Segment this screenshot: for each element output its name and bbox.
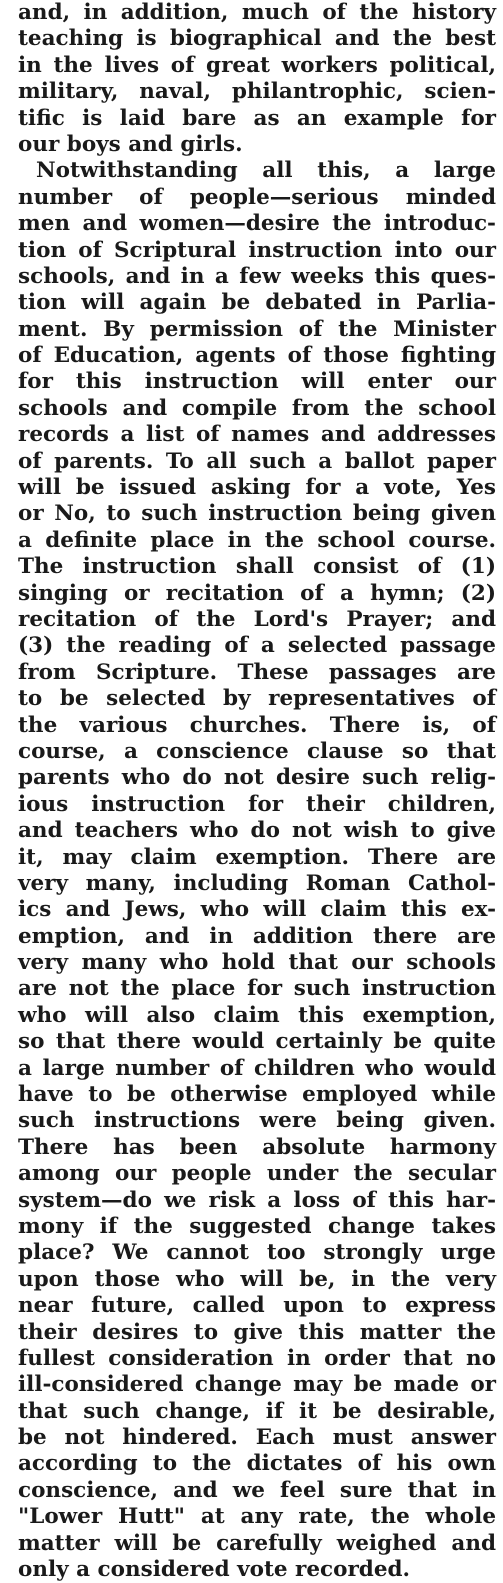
text-line: so that there would certainly be quite xyxy=(18,1029,496,1055)
text-line: The instruction shall consist of (1) xyxy=(18,554,496,580)
text-line: schools, and in a few weeks this ques- xyxy=(18,263,496,289)
text-line: singing or recitation of a hymn; (2) xyxy=(18,580,496,606)
text-line: have to be otherwise employed while xyxy=(18,1082,496,1108)
text-line: records a list of names and addresses xyxy=(18,422,496,448)
text-line: be not hindered. Each must answer xyxy=(18,1425,496,1451)
text-line: ics and Jews, who will claim this ex- xyxy=(18,897,496,923)
text-line: tion will again be debated in Parlia- xyxy=(18,290,496,316)
text-line: number of people—serious minded xyxy=(18,184,496,210)
paragraph-2 xyxy=(18,158,496,1583)
text-line: and, in addition, much of the history xyxy=(18,0,496,25)
text-line: fullest consideration in order that no xyxy=(18,1345,496,1371)
text-line: conscience, and we feel sure that in xyxy=(18,1477,496,1503)
text-line: such instructions were being given. xyxy=(18,1108,496,1134)
paragraph-1 xyxy=(18,0,496,158)
text-line: and teachers who do not wish to give xyxy=(18,818,496,844)
text-line: very many, including Roman Cathol- xyxy=(18,870,496,896)
text-line: or No, to such instruction being given xyxy=(18,501,496,527)
text-line: upon those who will be, in the very xyxy=(18,1266,496,1292)
text-line: that such change, if it be desirable, xyxy=(18,1398,496,1424)
text-line: place? We cannot too strongly urge xyxy=(18,1240,496,1266)
text-line: recitation of the Lord's Prayer; and xyxy=(18,606,496,632)
text-line: a definite place in the school course. xyxy=(18,527,496,553)
text-line: according to the dictates of his own xyxy=(18,1451,496,1477)
text-line: of Education, agents of those fighting xyxy=(18,343,496,369)
text-line: among our people under the secular xyxy=(18,1161,496,1187)
text-line: matter will be carefully weighed and xyxy=(18,1530,496,1556)
text-line: of parents. To all such a ballot paper xyxy=(18,448,496,474)
text-line: a large number of children who would xyxy=(18,1055,496,1081)
text-line: There has been absolute harmony xyxy=(18,1134,496,1160)
text-line: Notwithstanding all this, a large xyxy=(36,158,496,184)
text-line: ill-considered change may be made or xyxy=(18,1372,496,1398)
text-line: to be selected by representatives of xyxy=(18,686,496,712)
text-line: system—do we risk a loss of this har- xyxy=(18,1187,496,1213)
text-line: the various churches. There is, of xyxy=(18,712,496,738)
text-line: will be issued asking for a vote, Yes xyxy=(18,475,496,501)
text-line: mony if the suggested change takes xyxy=(18,1213,496,1239)
text-line: tion of Scriptural instruction into our xyxy=(18,237,496,263)
text-line: (3) the reading of a selected passage xyxy=(18,633,496,659)
text-line: "Lower Hutt" at any rate, the whole xyxy=(18,1504,496,1530)
text-line: very many who hold that our schools xyxy=(18,950,496,976)
text-line: our boys and girls. xyxy=(18,131,243,157)
text-line: course, a conscience clause so that xyxy=(18,738,496,764)
text-line: their desires to give this matter the xyxy=(18,1319,496,1345)
text-line: emption, and in addition there are xyxy=(18,923,496,949)
text-line: tific is laid bare as an example for xyxy=(18,105,496,131)
text-line: teaching is biographical and the best xyxy=(18,26,496,52)
text-line: from Scripture. These passages are xyxy=(18,659,496,685)
text-line: only a considered vote recorded. xyxy=(18,1557,411,1583)
text-line: in the lives of great workers political, xyxy=(18,52,496,78)
text-line: near future, called upon to express xyxy=(18,1293,496,1319)
text-line: men and women—desire the introduc- xyxy=(18,211,496,237)
text-line: for this instruction will enter our xyxy=(18,369,496,395)
article-column xyxy=(18,0,496,1583)
text-line: military, naval, philantrophic, scien- xyxy=(18,79,496,105)
text-line: who will also claim this exemption, xyxy=(18,1002,496,1028)
text-line: are not the place for such instruction xyxy=(18,976,496,1002)
text-line: parents who do not desire such relig- xyxy=(18,765,496,791)
text-line: it, may claim exemption. There are xyxy=(18,844,496,870)
text-line: schools and compile from the school xyxy=(18,395,496,421)
text-line: ious instruction for their children, xyxy=(18,791,496,817)
text-line: ment. By permission of the Minister xyxy=(18,316,496,342)
